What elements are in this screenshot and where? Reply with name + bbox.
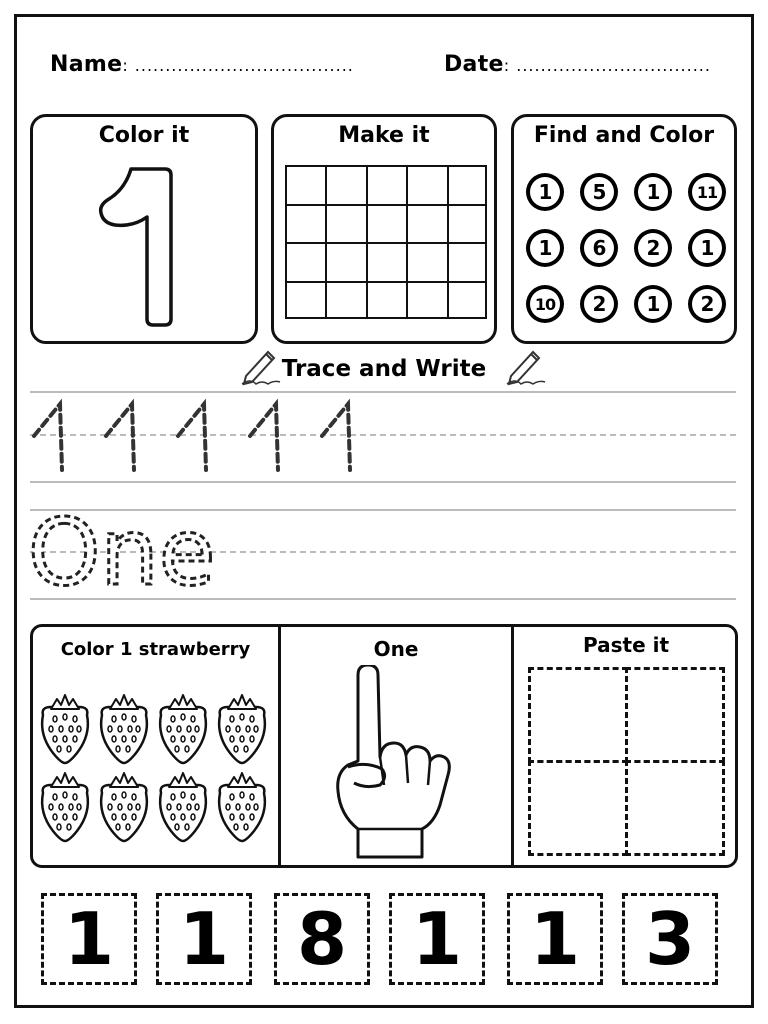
strawberry-icon[interactable] bbox=[214, 771, 270, 843]
grid-cell[interactable] bbox=[285, 242, 327, 283]
grid-cell[interactable] bbox=[406, 242, 448, 283]
tracing-digits[interactable] bbox=[20, 390, 380, 480]
outline-numeral-one[interactable] bbox=[93, 161, 193, 333]
tracing-word-text: One bbox=[28, 500, 216, 600]
color-it-title: Color it bbox=[98, 123, 190, 148]
grid-cell[interactable] bbox=[325, 281, 367, 320]
grid-cell[interactable] bbox=[406, 281, 448, 320]
number-circle-label: 10 bbox=[530, 289, 560, 319]
number-circle[interactable] bbox=[634, 173, 672, 211]
strawberry-icon[interactable] bbox=[96, 771, 152, 843]
number-card[interactable]: 8 bbox=[274, 893, 370, 985]
number-circle[interactable] bbox=[688, 173, 726, 211]
tracing-digit-1[interactable] bbox=[106, 404, 134, 470]
color-it-card bbox=[30, 114, 258, 344]
strawberry-icon[interactable] bbox=[155, 771, 211, 843]
grid-cell[interactable] bbox=[325, 165, 367, 206]
strawberry-icon[interactable] bbox=[37, 771, 93, 843]
date-field[interactable] bbox=[444, 52, 711, 77]
number-circle[interactable] bbox=[688, 285, 726, 323]
number-circle[interactable] bbox=[526, 173, 564, 211]
number-circle-label: 1 bbox=[530, 177, 560, 207]
trace-and-write-title: Trace and Write bbox=[281, 356, 487, 382]
number-circle[interactable] bbox=[526, 285, 564, 323]
grid-cell[interactable] bbox=[325, 242, 367, 283]
strawberry-icon[interactable] bbox=[37, 693, 93, 765]
grid-cell[interactable] bbox=[285, 165, 327, 206]
activity-panel bbox=[30, 624, 738, 868]
make-it-card bbox=[271, 114, 497, 344]
number-card[interactable]: 1 bbox=[156, 893, 252, 985]
tracing-digit-1[interactable] bbox=[322, 404, 350, 470]
name-line[interactable]: : .................................... bbox=[122, 56, 354, 75]
number-circle[interactable] bbox=[526, 229, 564, 267]
paste-section bbox=[514, 627, 738, 865]
grid-cell[interactable] bbox=[406, 204, 448, 245]
number-circle-label: 2 bbox=[692, 289, 722, 319]
number-circle-label: 1 bbox=[692, 233, 722, 263]
grid-cell[interactable] bbox=[366, 204, 408, 245]
grid-cell[interactable] bbox=[366, 165, 408, 206]
strawberry-grid bbox=[37, 693, 277, 843]
grid-cell[interactable] bbox=[325, 204, 367, 245]
grid-cell[interactable] bbox=[447, 204, 487, 245]
strawberry-title: Color 1 strawberry bbox=[60, 639, 251, 660]
paste-area[interactable] bbox=[625, 760, 725, 856]
hand-section bbox=[281, 627, 511, 865]
grid-cell[interactable] bbox=[447, 281, 487, 320]
number-circle[interactable] bbox=[580, 173, 618, 211]
number-circle[interactable] bbox=[580, 285, 618, 323]
number-card[interactable]: 1 bbox=[41, 893, 137, 985]
make-it-title: Make it bbox=[338, 123, 430, 148]
paste-area[interactable] bbox=[528, 760, 628, 856]
number-circle-label: 6 bbox=[584, 233, 614, 263]
find-and-color-title: Find and Color bbox=[533, 123, 715, 148]
pencil-icon bbox=[503, 346, 547, 386]
name-label: Name bbox=[50, 52, 123, 77]
grid-cell[interactable] bbox=[447, 242, 487, 283]
tracing-digit-1[interactable] bbox=[34, 404, 62, 470]
number-circle[interactable] bbox=[580, 229, 618, 267]
number-circle-label: 1 bbox=[638, 289, 668, 319]
number-card[interactable]: 1 bbox=[507, 893, 603, 985]
strawberry-section bbox=[33, 627, 278, 865]
strawberry-icon[interactable] bbox=[155, 693, 211, 765]
paste-title: Paste it bbox=[582, 633, 670, 657]
number-circle[interactable] bbox=[634, 285, 672, 323]
writing-line-base bbox=[30, 481, 736, 483]
number-circle-label: 1 bbox=[638, 177, 668, 207]
tracing-digit-1[interactable] bbox=[250, 404, 278, 470]
name-field[interactable] bbox=[50, 52, 354, 77]
one-finger-hand-icon bbox=[336, 665, 456, 861]
number-circle-label: 1 bbox=[530, 233, 560, 263]
grid-cell[interactable] bbox=[366, 242, 408, 283]
number-circles bbox=[520, 173, 734, 333]
grid-cell[interactable] bbox=[447, 165, 487, 206]
paste-area[interactable] bbox=[528, 667, 628, 763]
grid-cell[interactable] bbox=[285, 281, 327, 320]
ten-frame-grid bbox=[285, 165, 487, 319]
grid-cell[interactable] bbox=[366, 281, 408, 320]
number-circle-label: 2 bbox=[584, 289, 614, 319]
grid-cell[interactable] bbox=[406, 165, 448, 206]
number-card[interactable]: 1 bbox=[389, 893, 485, 985]
hand-title: One bbox=[373, 637, 419, 661]
number-circle-label: 11 bbox=[692, 177, 722, 207]
tracing-word[interactable] bbox=[26, 500, 226, 600]
tracing-digit-1[interactable] bbox=[178, 404, 206, 470]
number-circle-label: 5 bbox=[584, 177, 614, 207]
strawberry-icon[interactable] bbox=[214, 693, 270, 765]
find-and-color-card bbox=[511, 114, 737, 344]
paste-area[interactable] bbox=[625, 667, 725, 763]
number-circle[interactable] bbox=[688, 229, 726, 267]
number-card[interactable]: 3 bbox=[622, 893, 718, 985]
date-label: Date bbox=[444, 52, 504, 77]
number-circle[interactable] bbox=[634, 229, 672, 267]
date-line[interactable]: : ................................ bbox=[503, 56, 711, 75]
number-circle-label: 2 bbox=[638, 233, 668, 263]
grid-cell[interactable] bbox=[285, 204, 327, 245]
strawberry-icon[interactable] bbox=[96, 693, 152, 765]
